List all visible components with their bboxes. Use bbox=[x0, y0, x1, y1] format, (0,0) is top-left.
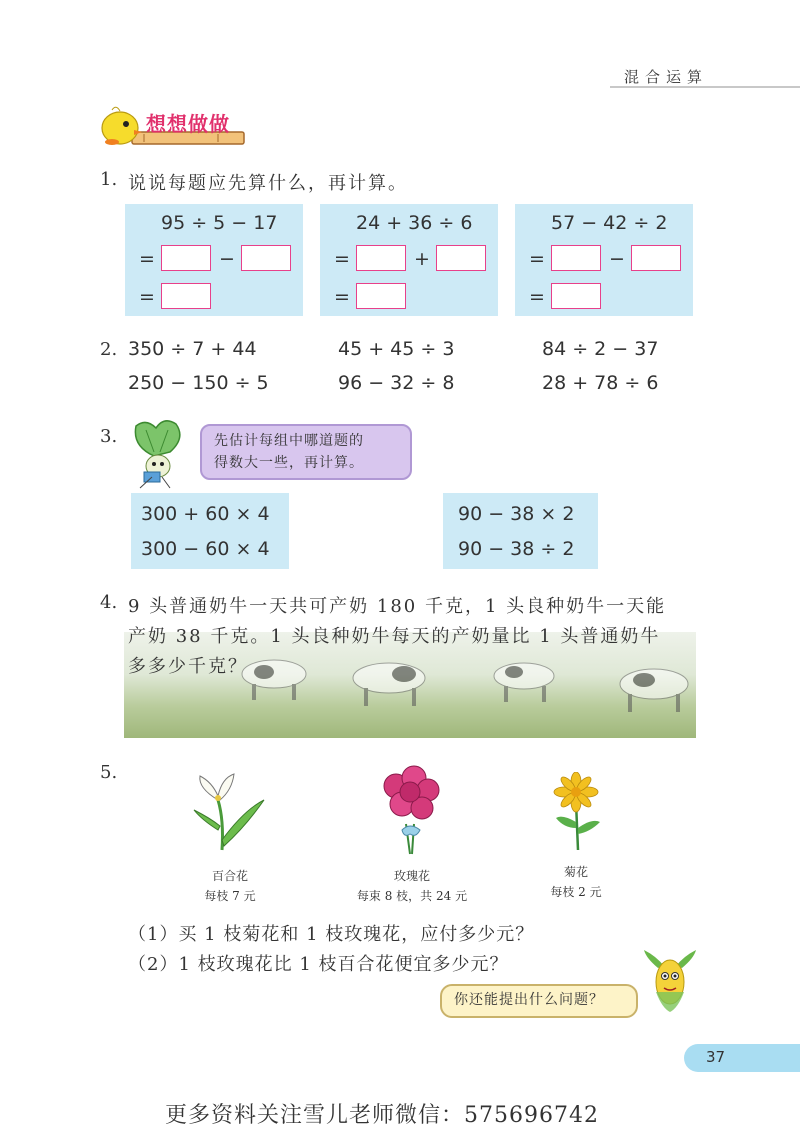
q1-expression: 95 ÷ 5 − 17 bbox=[161, 212, 278, 234]
q3-expression: 90 − 38 × 2 bbox=[458, 503, 575, 525]
q1-expression: 57 − 42 ÷ 2 bbox=[551, 212, 668, 234]
q2-expression: 96 − 32 ÷ 8 bbox=[338, 372, 455, 394]
flower-price: 每束 8 枝，共 24 元 bbox=[356, 889, 468, 903]
q2-number: 2. bbox=[100, 339, 118, 360]
equals-sign: = bbox=[334, 248, 350, 270]
flower-price: 每枝 7 元 bbox=[204, 889, 256, 903]
q5-subquestion-1: （1）买 1 枝菊花和 1 枝玫瑰花，应付多少元？ bbox=[128, 924, 535, 945]
q3-group-2 bbox=[443, 493, 598, 569]
q4-number: 4. bbox=[100, 592, 118, 613]
answer-blank[interactable] bbox=[631, 245, 681, 271]
operator-sign: − bbox=[219, 248, 235, 270]
page-number-tab bbox=[684, 1044, 800, 1072]
q2-expression: 45 + 45 ÷ 3 bbox=[338, 338, 455, 360]
answer-blank[interactable] bbox=[551, 245, 601, 271]
hint-bubble bbox=[200, 424, 412, 480]
q1-expression: 24 + 36 ÷ 6 bbox=[356, 212, 473, 234]
q4-text-line-2: 产奶 38 千克。1 头良种奶牛每天的产奶量比 1 头普通奶牛 bbox=[128, 626, 661, 647]
q1-box-1 bbox=[125, 204, 303, 316]
operator-sign: + bbox=[414, 248, 430, 270]
q5-number: 5. bbox=[100, 762, 118, 783]
answer-blank[interactable] bbox=[436, 245, 486, 271]
flower-name: 菊花 bbox=[563, 865, 588, 879]
section-title: 想想做做 bbox=[146, 112, 230, 136]
rose-label bbox=[330, 866, 494, 906]
operator-sign: − bbox=[609, 248, 625, 270]
q3-expression: 300 + 60 × 4 bbox=[141, 503, 270, 525]
answer-blank[interactable] bbox=[356, 283, 406, 309]
hint-text-line-2: 得数大一些，再计算。 bbox=[214, 455, 364, 471]
question-prompt-text: 你还能提出什么问题？ bbox=[454, 992, 604, 1008]
q1-box-2 bbox=[320, 204, 498, 316]
q3-number: 3. bbox=[100, 426, 118, 447]
q5-subquestion-2: （2）1 枝玫瑰花比 1 枝百合花便宜多少元？ bbox=[128, 954, 509, 975]
q1-text: 说说每题应先算什么，再计算。 bbox=[128, 173, 408, 194]
equals-sign: = bbox=[139, 286, 155, 308]
answer-blank[interactable] bbox=[356, 245, 406, 271]
chrysanthemum-label bbox=[528, 862, 624, 902]
flower-name: 百合花 bbox=[211, 869, 248, 883]
q2-expression: 350 ÷ 7 + 44 bbox=[128, 338, 257, 360]
equals-sign: = bbox=[529, 248, 545, 270]
answer-blank[interactable] bbox=[551, 283, 601, 309]
q2-expression: 84 ÷ 2 − 37 bbox=[542, 338, 659, 360]
corn-character-icon bbox=[642, 948, 698, 1016]
answer-blank[interactable] bbox=[161, 283, 211, 309]
equals-sign: = bbox=[334, 286, 350, 308]
q2-expression: 250 − 150 ÷ 5 bbox=[128, 372, 269, 394]
flower-name: 玫瑰花 bbox=[393, 869, 430, 883]
answer-blank[interactable] bbox=[161, 245, 211, 271]
flower-price: 每枝 2 元 bbox=[550, 885, 602, 899]
lily-label bbox=[180, 866, 280, 906]
chapter-title: 混合运算 bbox=[624, 68, 709, 86]
q4-text-line-1: 9 头普通奶牛一天共可产奶 180 千克，1 头良种奶牛一天能 bbox=[128, 596, 667, 617]
chrysanthemum-icon bbox=[548, 772, 608, 852]
hint-text-line-1: 先估计每组中哪道题的 bbox=[214, 433, 364, 449]
q1-number: 1. bbox=[100, 169, 118, 190]
q4-text-line-3: 多多少千克？ bbox=[128, 656, 248, 677]
lily-icon bbox=[188, 770, 272, 852]
q3-group-1 bbox=[131, 493, 289, 569]
q3-expression: 90 − 38 ÷ 2 bbox=[458, 538, 575, 560]
question-prompt-bubble bbox=[440, 984, 638, 1018]
footer-promo-text: 更多资料关注雪儿老师微信：575696742 bbox=[165, 1103, 599, 1128]
equals-sign: = bbox=[139, 248, 155, 270]
q1-box-3 bbox=[515, 204, 693, 316]
answer-blank[interactable] bbox=[241, 245, 291, 271]
page-number: 37 bbox=[706, 1048, 726, 1066]
rose-icon bbox=[376, 764, 446, 858]
cabbage-character-icon bbox=[124, 416, 190, 490]
equals-sign: = bbox=[529, 286, 545, 308]
header-divider bbox=[610, 86, 800, 88]
q3-expression: 300 − 60 × 4 bbox=[141, 538, 270, 560]
q2-expression: 28 + 78 ÷ 6 bbox=[542, 372, 659, 394]
